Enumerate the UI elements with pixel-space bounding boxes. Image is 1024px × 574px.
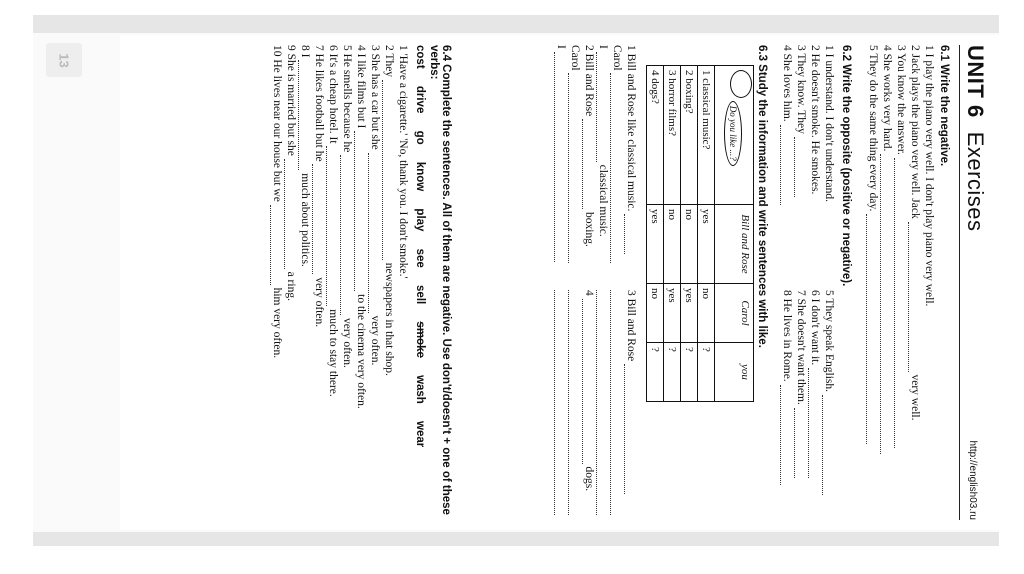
column-header: you xyxy=(715,343,754,402)
top-bar xyxy=(33,15,999,33)
page-number: 13 xyxy=(56,52,72,68)
table-row xyxy=(681,66,698,402)
exercise-line: 2 They newspapers in that shop. xyxy=(383,45,395,376)
exercise-line: 5 He smells because he very often. xyxy=(341,45,353,368)
section-title: 6.2 Write the opposite (positive or negative). xyxy=(840,45,852,287)
exercise-line: 7 He likes football but he very often. xyxy=(313,45,325,328)
exercise-line: 5 They do the same thing every day. xyxy=(866,45,880,520)
section-title: 6.3 Study the information and write sentences with like. xyxy=(756,45,768,348)
answer-line xyxy=(554,290,568,515)
page-header xyxy=(959,45,990,520)
section-6-1 xyxy=(866,45,950,520)
answer-line xyxy=(596,290,610,515)
exercise-line: 8 He lives in Rome. xyxy=(780,290,794,495)
exercise-line: 4 She works very hard. xyxy=(880,45,894,520)
column-header: Carol xyxy=(715,284,754,343)
item-cell: 2 boxing? xyxy=(681,66,698,205)
exercise-line: 5 They speak English. xyxy=(822,290,836,495)
exercise-line: 1 I play the piano very well. I don't play piano very well. xyxy=(923,45,935,307)
table-row xyxy=(647,66,664,402)
verb-list: cost drive go know play see sell smoke wash wear xyxy=(414,45,426,448)
answers-right xyxy=(554,290,638,515)
exercise-line: 6 I don't want it. xyxy=(808,290,822,495)
item-cell: 1 classical music? xyxy=(698,66,715,205)
exercise-line: 8 I much about politics. xyxy=(299,45,311,267)
value-cell: no xyxy=(681,205,698,284)
exercise-line: 2 He doesn't smoke. He smokes. xyxy=(809,45,821,195)
exercise-line: 1 I understand. I don't understand. xyxy=(823,45,835,202)
value-cell: yes xyxy=(647,205,664,284)
value-cell: ? xyxy=(698,343,715,402)
value-cell: yes xyxy=(664,284,681,343)
exercise-line: 4 She loves him. xyxy=(780,45,794,205)
right-column xyxy=(780,290,836,495)
left-column xyxy=(780,45,836,205)
exercise-line: 3 You know the answer. xyxy=(894,45,908,520)
answer-line: 3 Bill and Rose xyxy=(624,290,638,515)
item-cell: 3 horror films? xyxy=(664,66,681,205)
exercise-line: 3 They know. They xyxy=(794,45,808,205)
answer-line xyxy=(568,290,582,515)
answer-line: 1 Bill and Rose like classical music. xyxy=(624,45,638,263)
value-cell: yes xyxy=(681,284,698,343)
column-header: Bill and Rose xyxy=(715,205,754,284)
exercise-line: 6 It's a cheap hotel. It much to stay there. xyxy=(327,45,339,397)
value-cell: ? xyxy=(664,343,681,402)
table-row xyxy=(698,66,715,402)
likes-table xyxy=(646,65,754,402)
item-cell: 4 dogs? xyxy=(647,66,664,205)
answer-line: 2 Bill and Rose boxing. xyxy=(583,45,595,247)
worksheet-page xyxy=(120,35,1000,530)
exercise-line: 1 'Have a cigarette.' 'No, thank you. I don't smoke.' xyxy=(397,45,409,279)
answer-line: Carol xyxy=(610,45,624,263)
value-cell: no xyxy=(664,205,681,284)
exercise-line: 2 Jack plays the piano very well. Jack very well. xyxy=(909,45,921,421)
exercise-line: 4 I like films but I to the cinema very often. xyxy=(355,45,367,409)
page-number-badge[interactable] xyxy=(46,43,82,77)
value-cell: no xyxy=(698,284,715,343)
value-cell: yes xyxy=(698,205,715,284)
value-cell: no xyxy=(647,284,664,343)
speech-bubble: Do you like ...? xyxy=(724,101,742,166)
bottom-bar xyxy=(33,532,999,546)
exercise-line: 3 She has a car but she very often. xyxy=(369,45,381,366)
unit-title: UNIT 6Exercises xyxy=(963,45,988,232)
section-6-3 xyxy=(458,45,768,520)
answer-line: I xyxy=(554,45,568,263)
face-icon xyxy=(730,70,752,98)
answer-line xyxy=(610,290,624,515)
value-cell: ? xyxy=(681,343,698,402)
table-row xyxy=(664,66,681,402)
answer-line: Carol xyxy=(568,45,582,263)
value-cell: ? xyxy=(647,343,664,402)
answer-area xyxy=(542,45,638,520)
section-title: 6.1 Write the negative. xyxy=(938,45,950,167)
answer-line: 4 dogs. xyxy=(583,290,595,492)
source-url: http://english03.ru xyxy=(967,440,978,520)
answers-left xyxy=(554,45,638,263)
section-6-2 xyxy=(772,45,852,520)
answer-line: I classical music. xyxy=(597,45,609,237)
section-6-4 xyxy=(270,45,452,520)
exercise-line: 10 He lives near our house but we him very often. xyxy=(271,45,283,359)
exercise-line: 9 She is married but she a ring. xyxy=(285,45,297,301)
exercise-line: 7 She doesn't want them. xyxy=(794,290,808,495)
question-header-cell xyxy=(715,66,754,205)
section-title: 6.4 Complete the sentences. All of them are negative. Use don't/doesn't + one of these verbs: xyxy=(428,45,452,515)
